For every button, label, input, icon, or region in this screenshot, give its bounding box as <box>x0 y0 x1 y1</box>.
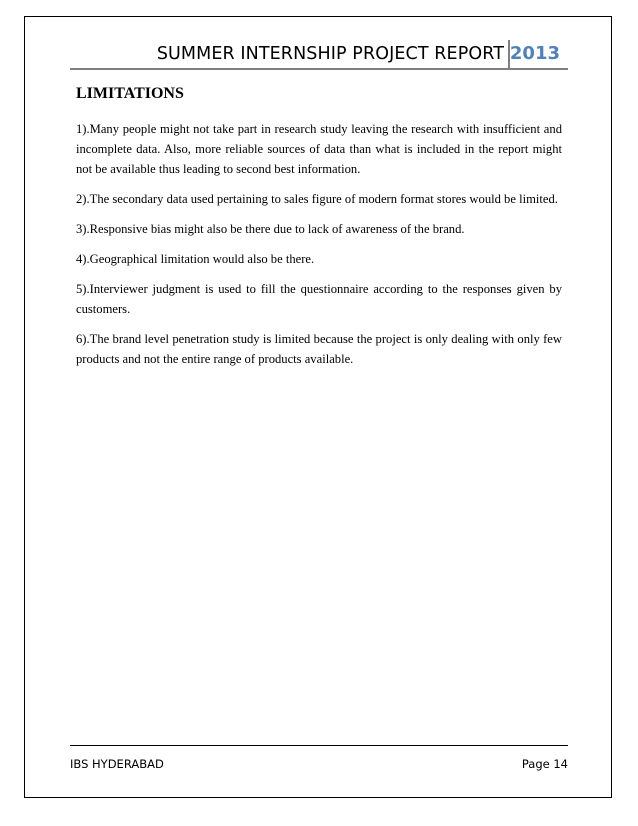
page-content <box>76 83 562 379</box>
footer-page-number: Page 14 <box>521 757 568 771</box>
header-year: 2013 <box>509 43 560 64</box>
page-header <box>70 40 568 70</box>
limitation-paragraph-3: 3).Responsive bias might also be there due to lack of awareness of the brand. <box>76 222 465 236</box>
limitation-paragraph-1: 1).Many people might not take part in research study leaving the research with insufficient and incomplete data. Also, more reliable sources of data than what is included in the report might not be available thus leading to second best information. <box>76 122 562 176</box>
limitation-paragraph-6: 6).The brand level penetration study is limited because the project is only dealing with only few products and not the entire range of products available. <box>76 332 562 366</box>
page-footer <box>70 745 568 775</box>
limitation-paragraph-4: 4).Geographical limitation would also be there. <box>76 252 315 266</box>
limitation-paragraph-5: 5).Interviewer judgment is used to fill the questionnaire according to the responses given by customers. <box>76 282 562 316</box>
section-heading: LIMITATIONS <box>76 85 184 102</box>
header-title: SUMMER INTERNSHIP PROJECT REPORT <box>156 44 504 64</box>
footer-institution: IBS HYDERABAD <box>70 757 164 771</box>
limitation-paragraph-2: 2).The secondary data used pertaining to sales figure of modern format stores would be limited. <box>76 192 558 206</box>
